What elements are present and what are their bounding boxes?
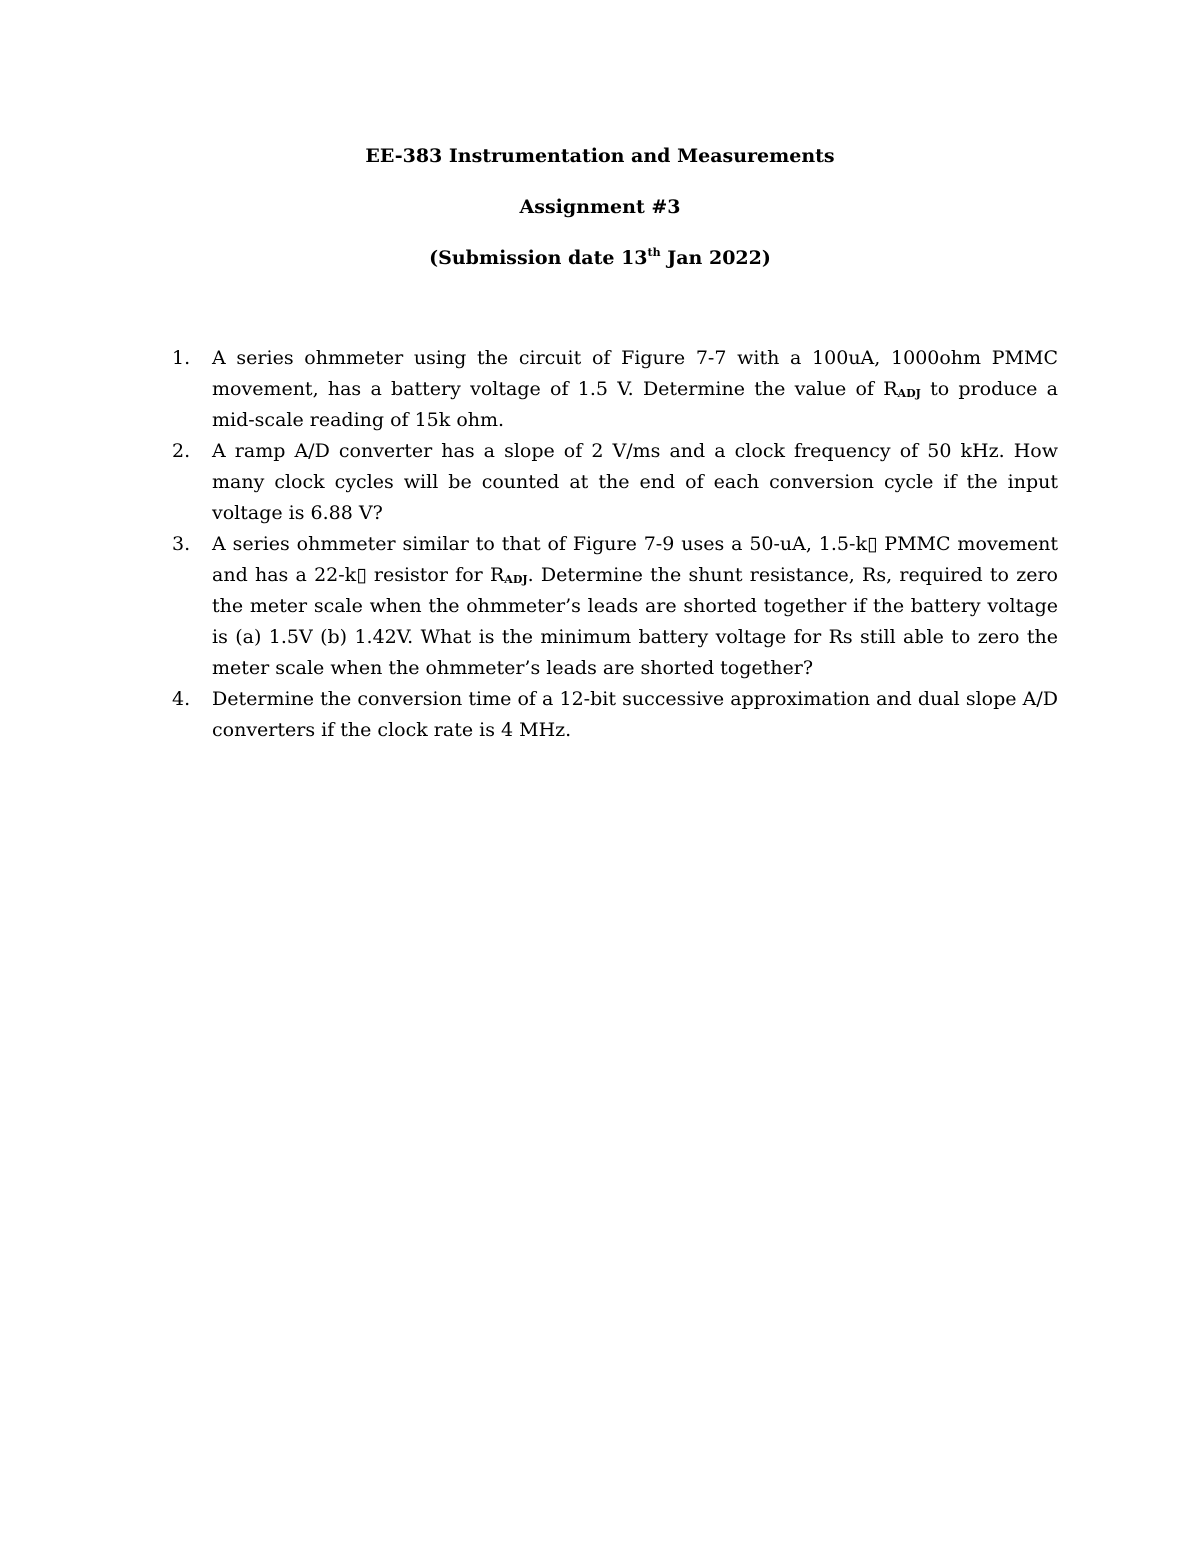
question-list xyxy=(0,343,1200,746)
course-title: EE-383 Instrumentation and Measurements xyxy=(365,145,835,167)
question-text xyxy=(212,529,1058,684)
question-text-part: A series ohmmeter using the circuit of Figure 7-7 with a 100uA, 1000ohm PMMC movement, has a battery voltage of 1.5 V. Determine the value of R xyxy=(212,347,1058,400)
question-number: 3. xyxy=(172,533,191,555)
submission-date-prefix: (Submission date 13 xyxy=(429,247,648,269)
question-2 xyxy=(0,436,1200,529)
question-number: 2. xyxy=(172,440,191,462)
question-text: A ramp A/D converter has a slope of 2 V/ms and a clock frequency of 50 kHz. How many clock cycles will be counted at the end of each conversion cycle if the input voltage is 6.88 V? xyxy=(212,440,1058,524)
question-text-part: to produce a mid-scale reading of 15k ohm. xyxy=(212,378,1058,431)
assignment-title: Assignment #3 xyxy=(519,196,681,218)
submission-date-suffix: Jan 2022) xyxy=(660,247,771,269)
subscript-adj: ADJ xyxy=(897,387,921,400)
question-number: 1. xyxy=(172,347,191,369)
subscript-adj: ADJ xyxy=(504,573,528,586)
question-1 xyxy=(0,343,1200,436)
question-text-part: . Determine the shunt resistance, Rs, required to zero the meter scale when the ohmmeter’s leads are shorted together if the battery voltage is (a) 1.5V (b) 1.42V. What is the minimum battery voltage for Rs still able to zero the meter scale when the ohmmeter’s leads are shorted together? xyxy=(212,564,1058,679)
submission-date-ordinal: th xyxy=(647,246,661,259)
question-text-part: A series ohmmeter similar to that of Figure 7-9 uses a 50-uA, 1.5-k▯ PMMC movement and has a 22-k▯ resistor for R xyxy=(212,533,1058,586)
question-text xyxy=(212,343,1058,436)
submission-date xyxy=(0,245,1200,271)
question-number: 4. xyxy=(172,688,191,710)
question-3 xyxy=(0,529,1200,684)
question-4 xyxy=(0,684,1200,746)
question-text: Determine the conversion time of a 12-bit successive approximation and dual slope A/D converters if the clock rate is 4 MHz. xyxy=(212,688,1058,741)
